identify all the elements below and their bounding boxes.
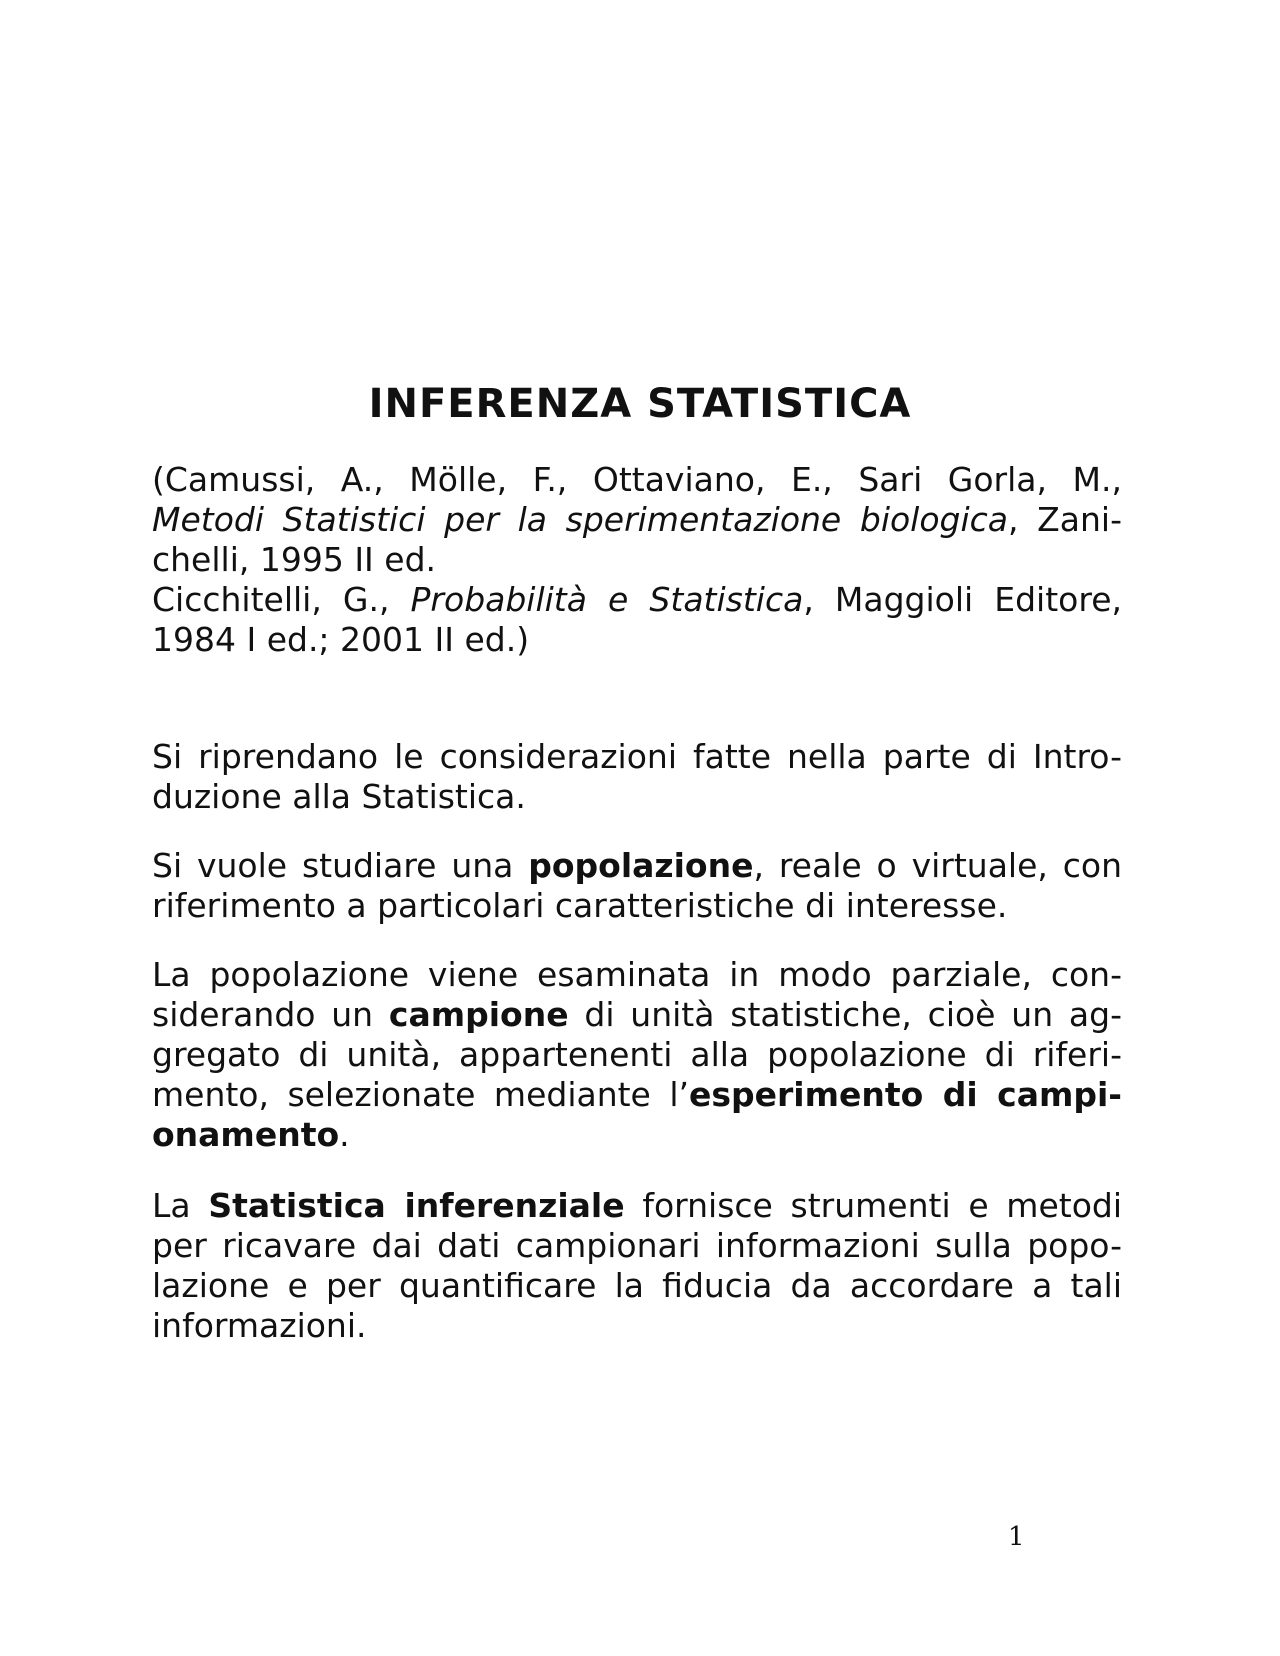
reference-line: Cicchitelli, G., Probabilità e Statistica, Maggioli Editore, [152, 580, 1122, 619]
reference-line: chelli, 1995 II ed. [152, 540, 437, 579]
paragraph-line: Si vuole studiare una popolazione, reale o virtuale, con [152, 846, 1122, 885]
term-campione: campione [388, 995, 569, 1034]
term-esperimento-di-campionamento: esperimento di campi- [688, 1075, 1122, 1114]
paragraph-line: onamento. [152, 1115, 350, 1154]
paragraph-line: Si riprendano le considerazioni fatte nella parte di Intro- [152, 737, 1122, 776]
paragraph-intro [152, 737, 1122, 817]
paragraph-line: per ricavare dai dati campionari informazioni sulla popo- [152, 1226, 1122, 1265]
reference-line: 1984 I ed.; 2001 II ed.) [152, 620, 530, 659]
paragraph-line: La popolazione viene esaminata in modo parziale, con- [152, 955, 1122, 994]
page-title: INFERENZA STATISTICA [368, 381, 912, 427]
page-number: 1 [1008, 1522, 1025, 1552]
reference-line: Metodi Statistici per la sperimentazione biologica, Zani- [152, 500, 1122, 539]
paragraph-line: riferimento a particolari caratteristiche di interesse. [152, 886, 1008, 925]
paragraph-inferential-statistics [152, 1186, 1122, 1346]
paragraph-line: gregato di unità, appartenenti alla popolazione di riferi- [152, 1035, 1122, 1074]
reference-title: Probabilità e Statistica [410, 580, 804, 619]
term-popolazione: popolazione [528, 846, 754, 885]
paragraph-line: informazioni. [152, 1306, 367, 1345]
paragraph-line: siderando un campione di unità statistiche, cioè un ag- [152, 995, 1122, 1034]
paragraph-line: duzione alla Statistica. [152, 777, 526, 816]
references-block [152, 460, 1122, 660]
paragraph-population [152, 846, 1122, 926]
reference-line: (Camussi, A., Mölle, F., Ottaviano, E., Sari Gorla, M., [152, 460, 1122, 499]
term-esperimento-di-campionamento: onamento [152, 1115, 340, 1154]
reference-title: Metodi Statistici per la sperimentazione biologica [152, 500, 1009, 539]
paragraph-line: lazione e per quantificare la fiducia da accordare a tali [152, 1266, 1122, 1305]
paragraph-line: mento, selezionate mediante l’esperimento di campi- [152, 1075, 1122, 1114]
paragraph-sample [152, 955, 1122, 1155]
term-statistica-inferenziale: Statistica inferenziale [208, 1186, 625, 1225]
paragraph-line: La Statistica inferenziale fornisce strumenti e metodi [152, 1186, 1123, 1225]
